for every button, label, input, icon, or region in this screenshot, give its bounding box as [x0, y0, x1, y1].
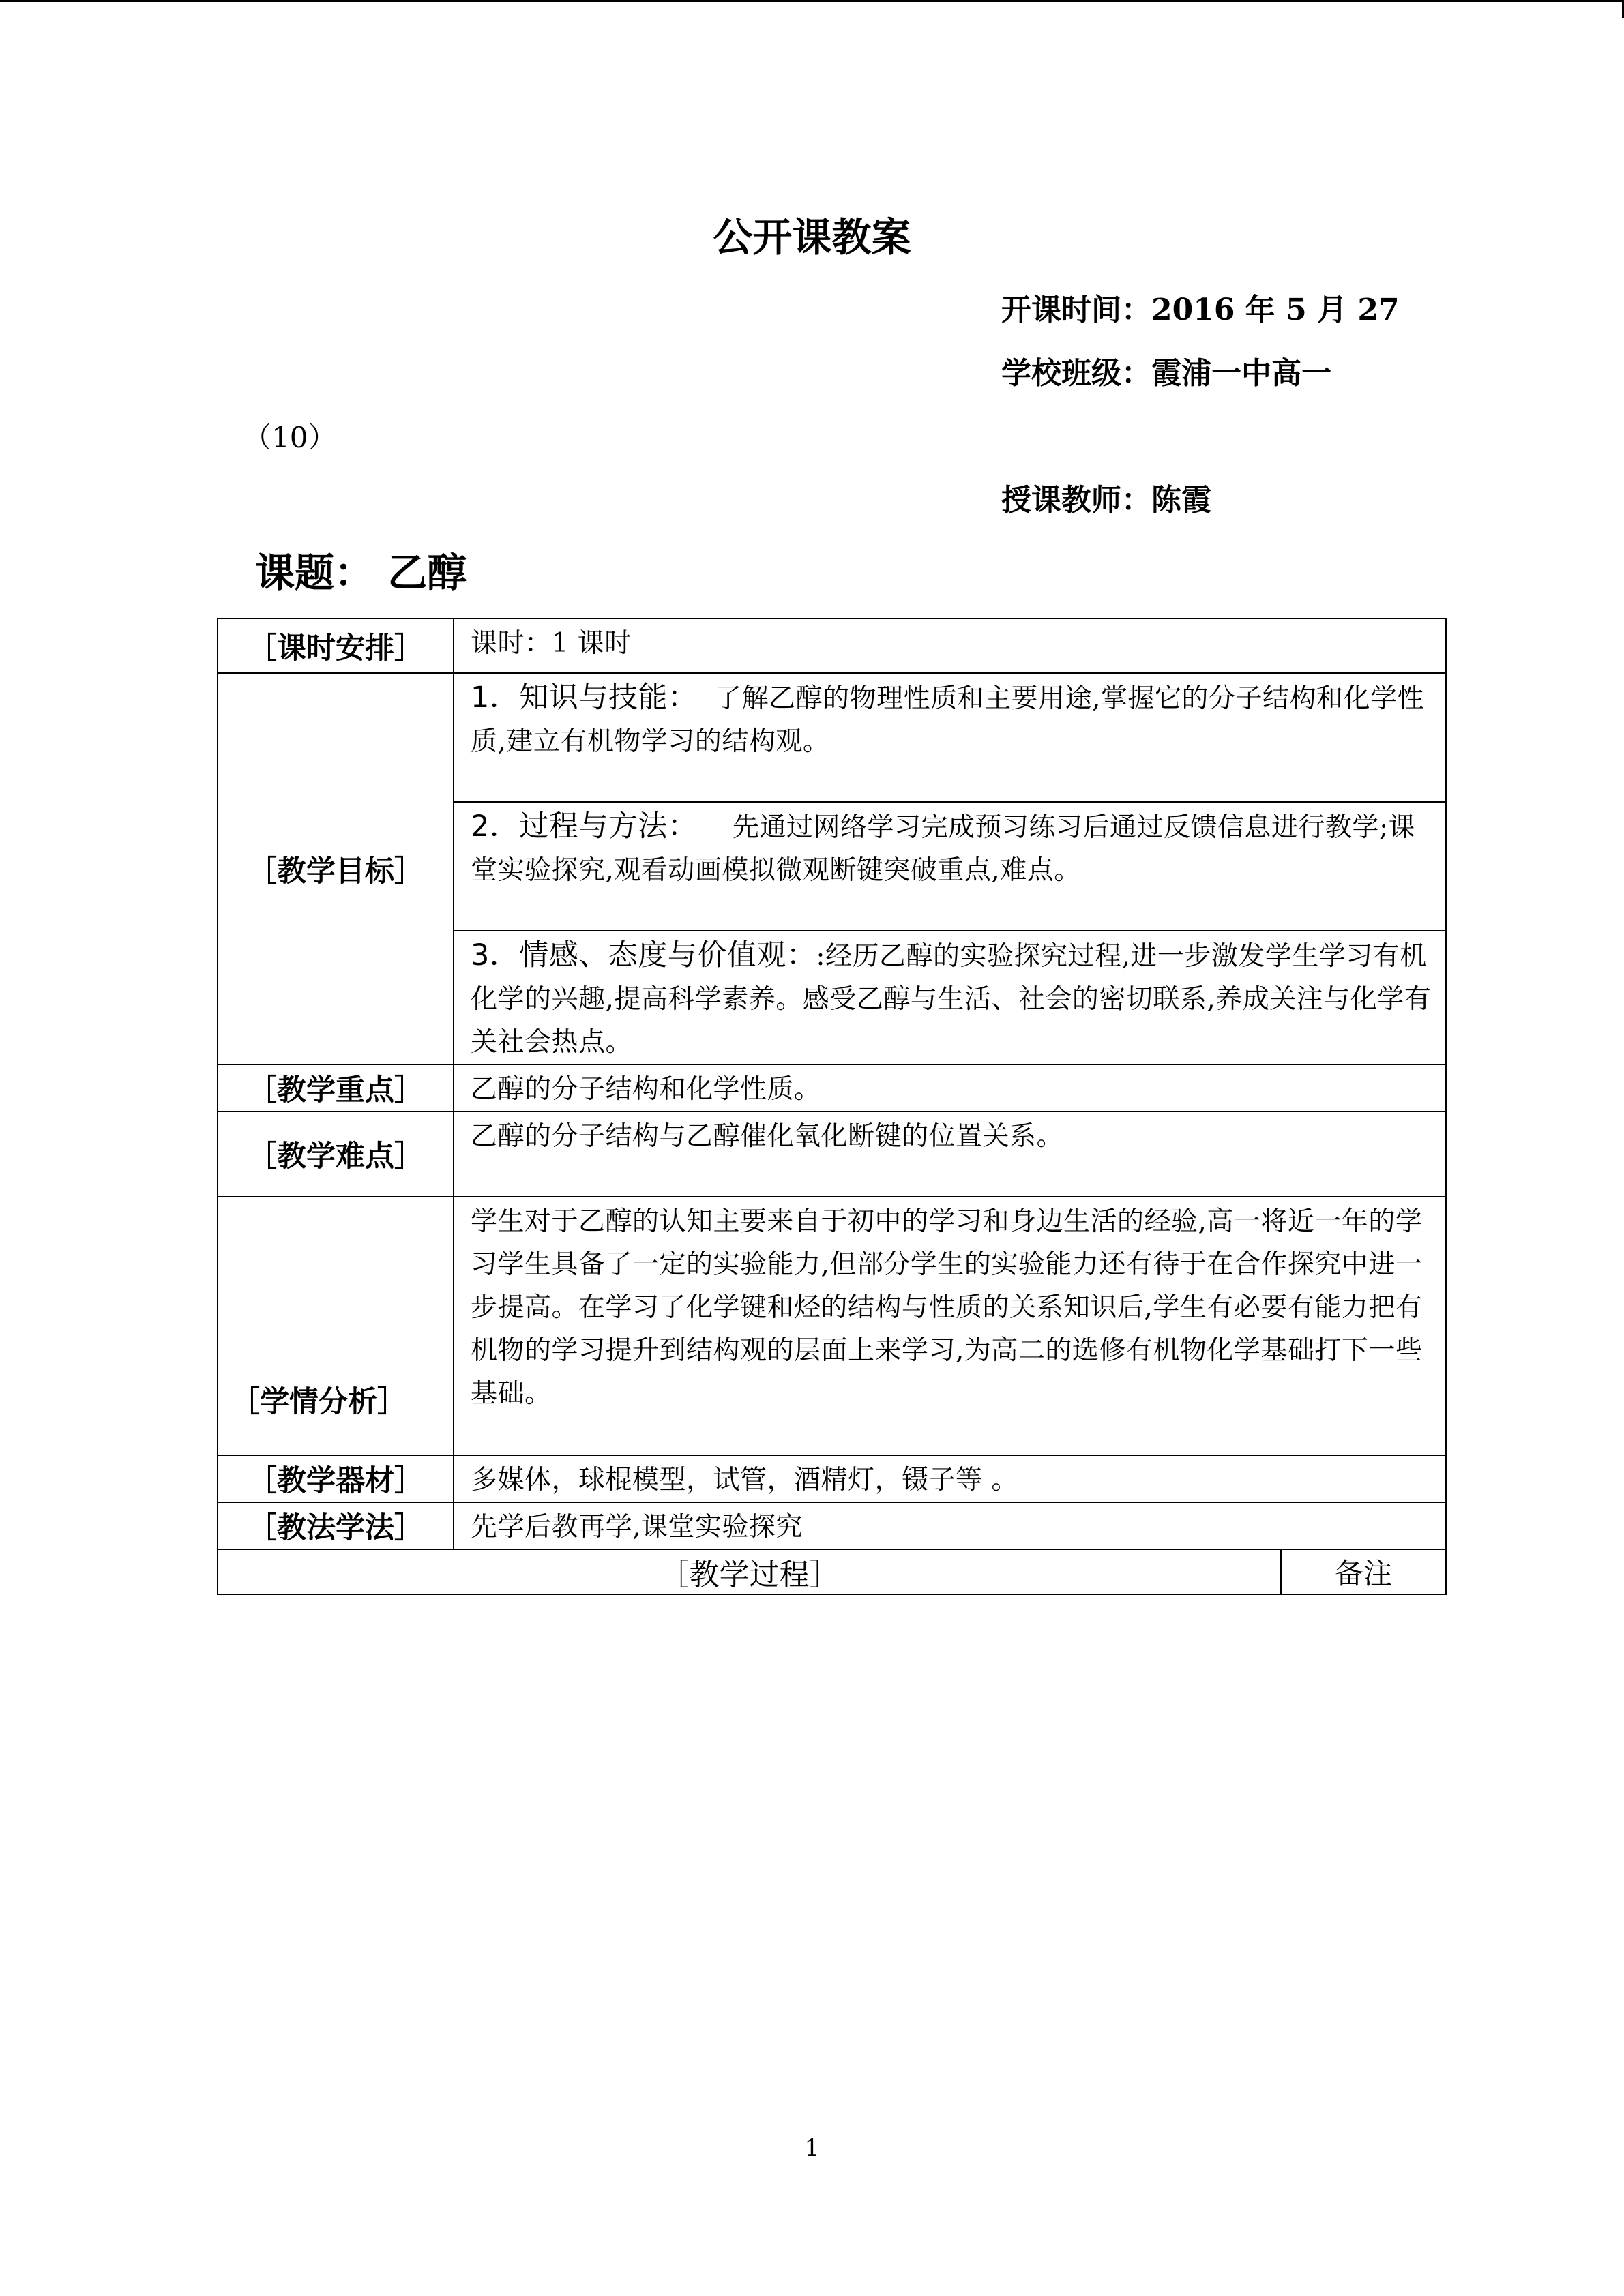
- page-top-border: [0, 0, 1624, 2]
- schedule-label: ［课时安排］: [218, 618, 454, 673]
- class-number: （10）: [243, 421, 337, 454]
- goal-cell: [454, 931, 1446, 1064]
- analysis-text: 学生对于乙醇的认知主要来自于初中的学习和身边生活的经验,高一将近一年的学习学生具备了一定的实验能力,但部分学生的实验能力还有待于在合作探究中进一步提高。在学习了化学键和烃的结构与性质的关系知识后,学生有必要有能力把有机物的学习提升到结构观的层面上来学习,为高二的选修有机物化学基础打下一些基础。: [471, 1206, 1423, 1409]
- topic-value: 乙醇: [387, 550, 467, 596]
- goal-text: [454, 803, 1445, 892]
- table-row: [218, 1197, 1446, 1455]
- analysis-cell: [454, 1197, 1446, 1455]
- goal-body: 了解乙醇的物理性质和主要用途,掌握它的分子结构和化学性质,建立有机物学习的结构观。: [471, 683, 1425, 757]
- analysis-label: ［学情分析］: [218, 1197, 454, 1455]
- goal-body: :经历乙醇的实验探究过程,进一步激发学生学习有机化学的兴趣,提高科学素养。感受乙醇与生活、社会的密切联系,养成关注与化学有关社会热点。: [471, 941, 1432, 1058]
- difficulties-text: 乙醇的分子结构与乙醇催化氧化断键的位置关系。: [471, 1121, 1064, 1152]
- class-label: 学校班级：: [1001, 356, 1151, 391]
- goal-cell: [454, 673, 1446, 802]
- teacher-label: 授课教师：: [1001, 483, 1151, 518]
- lesson-plan-table: [217, 618, 1447, 1595]
- topic-label: 课题：: [255, 550, 374, 596]
- goal-body: 先通过网络学习完成预习练习后通过反馈信息进行教学;课堂实验探究,观看动画模拟微观断键突破重点,难点。: [471, 812, 1416, 886]
- schedule-cell: [454, 618, 1446, 673]
- page-title: 公开课教案: [713, 214, 911, 260]
- class-value: 霞浦一中高一: [1151, 356, 1331, 391]
- goal-text: [454, 674, 1445, 763]
- equipment-text: 多媒体，球棍模型，试管，酒精灯，镊子等 。: [471, 1465, 1018, 1495]
- page-number: 1: [804, 2134, 820, 2162]
- goal-text: [454, 931, 1445, 1064]
- key-points-label: ［教学重点］: [218, 1064, 454, 1112]
- table-row: [218, 1112, 1446, 1197]
- lesson-topic: [255, 546, 467, 600]
- table-row: [218, 1502, 1446, 1549]
- methods-text: 先学后教再学,课堂实验探究: [471, 1512, 803, 1542]
- goal-head: 1．知识与技能：: [471, 681, 698, 715]
- difficulties-label: ［教学难点］: [218, 1112, 454, 1197]
- key-points-text: 乙醇的分子结构和化学性质。: [471, 1074, 821, 1105]
- equipment-cell: [454, 1455, 1446, 1502]
- teacher-line: [1001, 480, 1211, 521]
- open-time-line: [1001, 290, 1400, 331]
- open-time-label: 开课时间：: [1001, 293, 1151, 327]
- teacher-value: 陈霞: [1151, 483, 1211, 518]
- table-row: [218, 1064, 1446, 1112]
- remark-label: 备注: [1281, 1549, 1446, 1594]
- goal-cell: [454, 802, 1446, 931]
- equipment-label: ［教学器材］: [218, 1455, 454, 1502]
- table-row: [218, 1455, 1446, 1502]
- process-label: ［教学过程］: [218, 1549, 1281, 1594]
- goals-label: ［教学目标］: [218, 673, 454, 1064]
- difficulties-cell: [454, 1112, 1446, 1197]
- schedule-text: 课时：1 课时: [471, 628, 632, 659]
- table-row: [218, 618, 1446, 673]
- goal-head: 2．过程与方法：: [471, 809, 698, 844]
- table-row: [218, 1549, 1446, 1594]
- class-line: [1001, 353, 1331, 394]
- goal-head: 3．情感、态度与价值观：: [471, 938, 816, 972]
- methods-cell: [454, 1502, 1446, 1549]
- methods-label: ［教法学法］: [218, 1502, 454, 1549]
- table-row: [218, 673, 1446, 802]
- key-points-cell: [454, 1064, 1446, 1112]
- open-time-value: 2016 年 5 月 27: [1151, 293, 1400, 327]
